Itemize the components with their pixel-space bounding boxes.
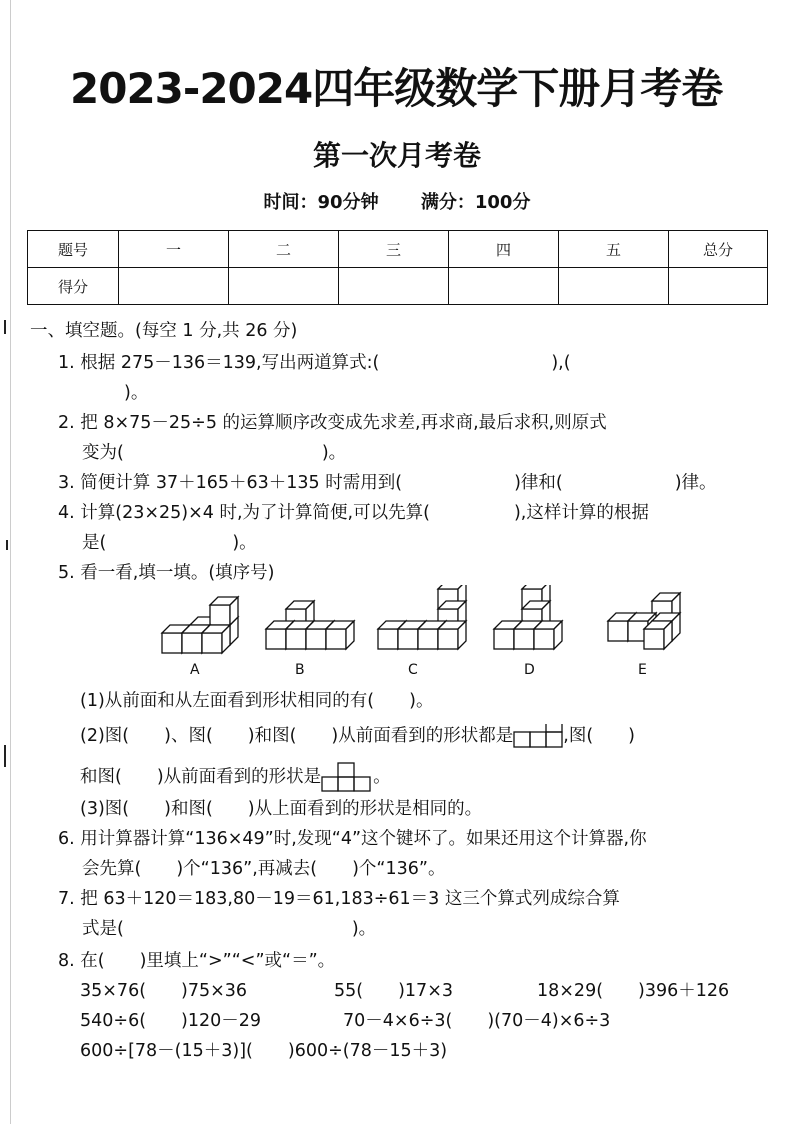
question-6-line-1: 6. 用计算器计算“136×49”时,发现“4”这个键坏了。如果还用这个计算器,你	[58, 829, 647, 849]
q2-text: )。	[321, 443, 347, 463]
question-2-line-1: 2. 把 8×75－25÷5 的运算顺序改变成先求差,再求商,最后求积,则原式	[58, 413, 607, 433]
score-header-cell: 五	[559, 231, 669, 268]
score-input-cell[interactable]	[119, 268, 229, 305]
question-2-line-2	[82, 442, 346, 464]
q5-2-text: 。	[373, 767, 391, 787]
score-input-cell[interactable]	[339, 268, 449, 305]
q3-text: 3. 简便计算 37＋165＋63＋135 时需用到(	[58, 473, 403, 493]
figure-c	[378, 585, 466, 649]
score-table-score-row	[28, 268, 768, 305]
exam-meta	[0, 188, 794, 214]
score-table	[27, 230, 768, 305]
question-6-line-2: 会先算( )个“136”,再减去( )个“136”。	[82, 859, 446, 879]
compare-item: 18×29( )396＋126	[537, 981, 730, 1001]
scan-mark	[4, 745, 6, 767]
question-7-line-2	[82, 918, 376, 940]
figure-label-d: D	[524, 662, 535, 678]
q1-text: ),(	[551, 353, 571, 373]
question-5-2-line-1	[80, 724, 635, 748]
q4-text: 4. 计算(23×25)×4 时,为了计算简便,可以先算(	[58, 503, 430, 523]
q4-text: ),这样计算的根据	[513, 503, 649, 523]
score-input-cell[interactable]	[669, 268, 768, 305]
score-input-cell[interactable]	[449, 268, 559, 305]
score-row-label: 得分	[28, 268, 119, 305]
figure-label-e: E	[638, 662, 647, 678]
question-4-line-1	[58, 502, 649, 524]
question-5: 5. 看一看,填一填。(填序号)	[58, 563, 275, 583]
front-view-shape-icon	[513, 724, 563, 748]
q3-text: )律和(	[514, 473, 563, 493]
compare-item: 600÷[78－(15＋3)]( )600÷(78－15＋3)	[80, 1041, 448, 1061]
question-1-line-1	[58, 352, 571, 374]
scan-mark	[4, 320, 6, 334]
score-header-cell: 三	[339, 231, 449, 268]
score-header-cell: 总分	[669, 231, 768, 268]
exam-title: 2023-2024四年级数学下册月考卷	[70, 64, 723, 113]
compare-item: 70－4×6÷3( )(70－4)×6÷3	[343, 1011, 611, 1031]
figure-a	[162, 597, 238, 653]
exam-subtitle: 第一次月考卷	[312, 139, 481, 172]
figure-label-a: A	[190, 662, 200, 678]
compare-item: 55( )17×3	[334, 981, 453, 1001]
figure-label-c: C	[408, 662, 418, 678]
question-1-line-2	[82, 382, 148, 404]
figure-b	[266, 601, 354, 649]
score-input-cell[interactable]	[229, 268, 339, 305]
question-4-line-2	[82, 532, 257, 554]
score-table-header-row	[28, 231, 768, 268]
compare-item: 35×76( )75×36	[80, 981, 248, 1001]
q4-text: 是(	[82, 533, 107, 553]
q1-text: 1. 根据 275－136＝139,写出两道算式:(	[58, 353, 380, 373]
score-header-cell: 一	[119, 231, 229, 268]
q7-text: 式是(	[82, 919, 124, 939]
figure-label-b: B	[295, 662, 305, 678]
q4-text: )。	[232, 533, 257, 553]
question-8: 8. 在( )里填上“>”“<”或“＝”。	[58, 951, 336, 971]
question-5-2-line-2	[80, 762, 391, 792]
full-score: 满分：100分	[420, 192, 531, 213]
question-3	[58, 472, 717, 494]
score-header-cell: 四	[449, 231, 559, 268]
cube-figures	[150, 585, 710, 685]
section-heading: 一、填空题。(每空 1 分,共 26 分)	[30, 321, 298, 341]
q5-2-text: ,图( )	[563, 726, 635, 746]
score-input-cell[interactable]	[559, 268, 669, 305]
figure-e	[608, 593, 680, 649]
question-5-1: (1)从前面和从左面看到形状相同的有( )。	[80, 691, 434, 711]
front-view-shape-icon	[321, 762, 373, 792]
compare-item: 540÷6( )120－29	[80, 1011, 262, 1031]
time-limit: 时间：90分钟	[263, 192, 379, 213]
score-header-cell: 二	[229, 231, 339, 268]
q2-text: 变为(	[82, 443, 124, 463]
figure-d	[494, 585, 562, 649]
q5-2-text: 和图( )从前面看到的形状是	[80, 767, 322, 787]
scan-mark	[6, 540, 8, 550]
score-header-cell: 题号	[28, 231, 119, 268]
q1-text: )。	[124, 383, 149, 403]
q7-text: )。	[351, 919, 377, 939]
question-7-line-1: 7. 把 63＋120＝183,80－19＝61,183÷61＝3 这三个算式列成综合算	[58, 889, 620, 909]
q3-text: )律。	[674, 473, 717, 493]
question-5-3: (3)图( )和图( )从上面看到的形状是相同的。	[80, 799, 483, 819]
q5-2-text: (2)图( )、图( )和图( )从前面看到的形状都是	[80, 726, 514, 746]
